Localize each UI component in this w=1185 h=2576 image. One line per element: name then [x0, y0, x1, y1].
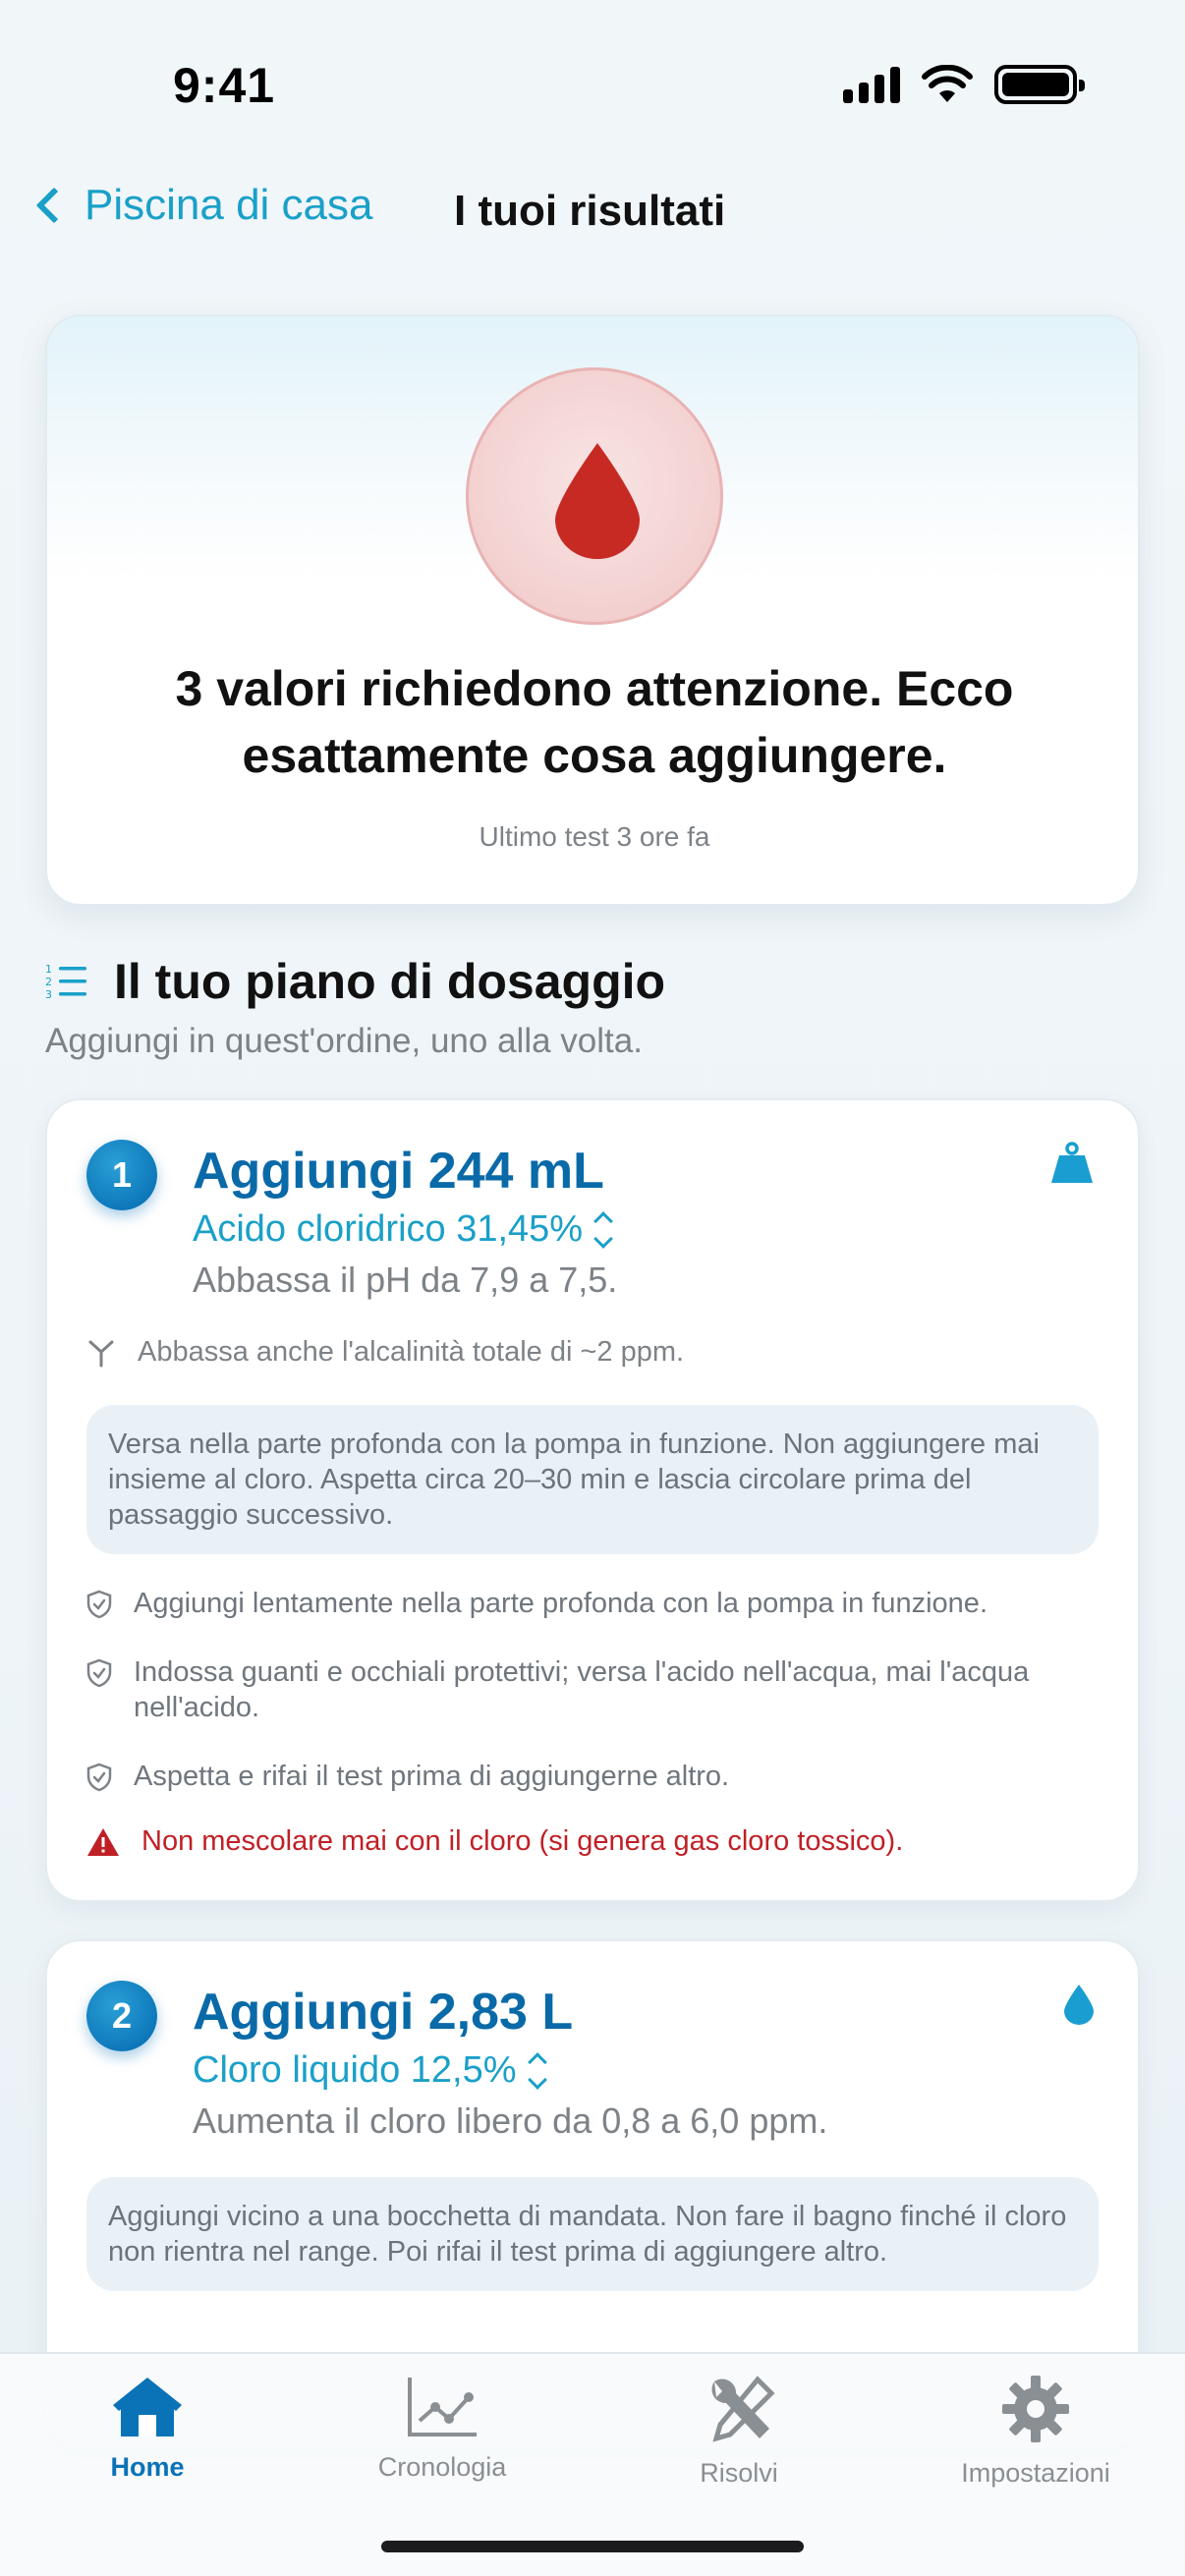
chemical-selector[interactable]	[193, 2049, 544, 2092]
home-indicator	[381, 2541, 804, 2552]
chemical-label: Acido cloridrico 31,45%	[193, 1208, 584, 1250]
tab-home[interactable]	[29, 2374, 265, 2483]
svg-text:1: 1	[45, 963, 52, 976]
tab-label: Home	[110, 2452, 185, 2482]
drop-icon	[551, 439, 644, 561]
navigation-bar	[0, 167, 1185, 265]
back-label: Piscina di casa	[85, 181, 373, 229]
status-bar	[0, 0, 1185, 167]
alert-badge	[466, 367, 723, 625]
battery-icon	[994, 65, 1077, 104]
instruction-note: Aggiungi vicino a una bocchetta di mandata. Non fare il bagno finché il cloro non rientra nel range. Poi rifai il test prima di aggiungere altro.	[86, 2177, 1099, 2291]
section-subtitle: Aggiungi in quest'ordine, uno alla volta.	[45, 1022, 643, 1060]
dose-description: Aumenta il cloro libero da 0,8 a 6,0 ppm.	[193, 2100, 828, 2141]
section-header	[45, 953, 665, 1010]
chart-icon	[404, 2374, 480, 2438]
tab-cronologia[interactable]	[324, 2374, 560, 2483]
section-title: Il tuo piano di dosaggio	[114, 954, 666, 1009]
dose-title: Aggiungi 244 mL	[193, 1143, 604, 1200]
safety-check-item	[86, 1654, 1108, 1725]
chevron-left-icon	[36, 188, 73, 224]
side-effect-row	[86, 1336, 684, 1369]
tab-label: Cronologia	[377, 2452, 507, 2482]
chevron-up-down-icon	[596, 1214, 610, 1246]
safety-check-item	[86, 1586, 1108, 1621]
house-icon	[109, 2374, 186, 2438]
chemical-label: Cloro liquido 12,5%	[193, 2049, 517, 2091]
cellular-signal-icon	[843, 66, 900, 103]
split-arrow-icon	[86, 1338, 116, 1368]
drop-icon	[1063, 1983, 1095, 2026]
last-test-time: Ultimo test 3 ore fa	[479, 821, 710, 852]
tab-label: Risolvi	[700, 2458, 778, 2488]
shield-check-icon	[86, 1763, 112, 1792]
warning-row	[86, 1825, 903, 1858]
chemical-selector[interactable]	[193, 1208, 610, 1251]
dose-card	[45, 1098, 1140, 1902]
page-title: I tuoi risultati	[454, 187, 726, 235]
shield-check-icon	[86, 1658, 112, 1688]
summary-card	[45, 314, 1140, 906]
status-time: 9:41	[173, 58, 276, 113]
wifi-icon	[922, 65, 973, 104]
gear-icon	[1000, 2374, 1071, 2444]
side-effect-text: Abbassa anche l'alcalinità totale di ~2 ppm.	[138, 1336, 685, 1368]
warning-triangle-icon	[86, 1827, 120, 1857]
safety-check-text: Indossa guanti e occhiali protettivi; versa l'acido nell'acqua, mai l'acqua nell'acido.	[134, 1656, 1030, 1723]
safety-check-text: Aggiungi lentamente nella parte profonda con la pompa in funzione.	[134, 1588, 988, 1619]
shield-check-icon	[86, 1590, 112, 1619]
tab-impostazioni[interactable]	[918, 2374, 1154, 2489]
dose-description: Abbassa il pH da 7,9 a 7,5.	[193, 1260, 618, 1300]
svg-text:2: 2	[45, 976, 52, 988]
numbered-list-icon	[45, 962, 88, 1001]
tab-risolvi[interactable]	[621, 2374, 857, 2489]
chevron-up-down-icon	[531, 2055, 544, 2087]
tab-label: Impostazioni	[961, 2458, 1110, 2488]
safety-check-text: Aspetta e rifai il test prima di aggiungerne altro.	[134, 1761, 730, 1792]
back-button[interactable]	[29, 181, 372, 230]
status-icons	[843, 65, 1077, 104]
weight-icon	[1049, 1142, 1095, 1185]
dose-title: Aggiungi 2,83 L	[193, 1984, 574, 2041]
instruction-note: Versa nella parte profonda con la pompa in funzione. Non aggiungere mai insieme al cloro. Aspetta circa 20–30 min e lascia circolare prima del passaggio successivo.	[86, 1405, 1099, 1554]
step-number: 1	[86, 1140, 157, 1210]
safety-check-item	[86, 1759, 1108, 1794]
tools-icon	[701, 2374, 777, 2444]
step-number: 2	[86, 1981, 157, 2051]
warning-text: Non mescolare mai con il cloro (si genera gas cloro tossico).	[141, 1825, 904, 1857]
summary-headline: 3 valori richiedono attenzione. Ecco esattamente cosa aggiungere.	[175, 661, 1014, 783]
svg-text:3: 3	[45, 988, 52, 1001]
